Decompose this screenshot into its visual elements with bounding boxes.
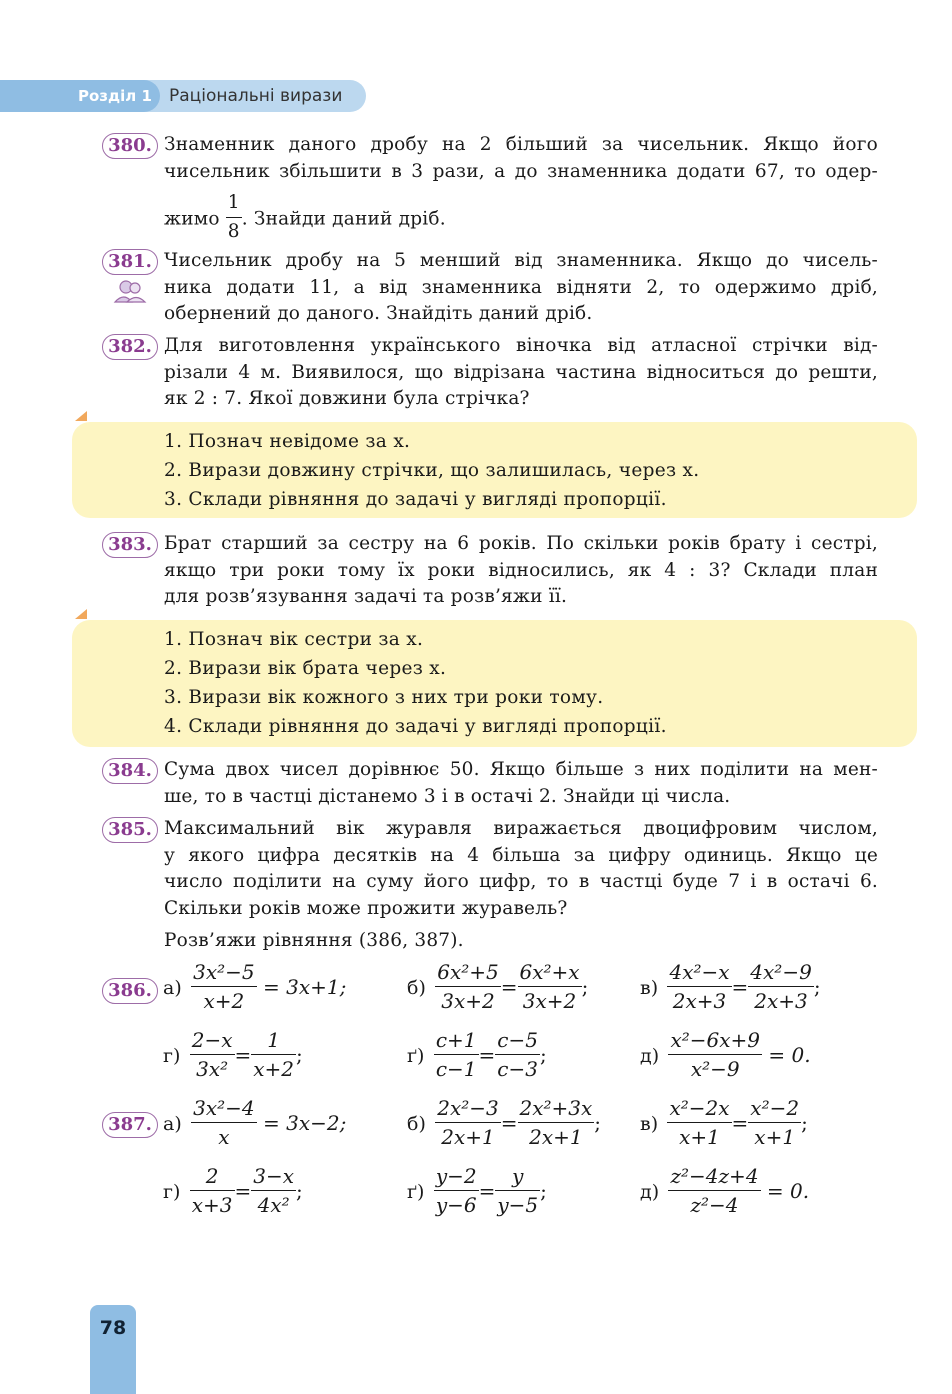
denominator: x bbox=[218, 1125, 230, 1149]
fraction bbox=[251, 1026, 296, 1083]
punctuation: ; bbox=[801, 1111, 808, 1135]
eq-387-a bbox=[163, 1096, 346, 1153]
denominator: x²−9 bbox=[690, 1057, 740, 1081]
fraction bbox=[251, 1162, 296, 1219]
text-line: Скільки років може прожити журавель? bbox=[164, 897, 568, 919]
section-tab bbox=[0, 80, 160, 112]
numerator: x²−2 bbox=[748, 1094, 801, 1123]
denominator: x+2 bbox=[253, 1057, 295, 1081]
numerator: 3x²−5 bbox=[191, 958, 257, 987]
denominator: 8 bbox=[227, 221, 240, 242]
text-line: обернений до даного. Знайдіть даний дріб. bbox=[164, 303, 593, 324]
problem-381-text bbox=[164, 248, 878, 328]
punctuation: ; bbox=[594, 1111, 602, 1135]
item-label: ґ) bbox=[407, 1045, 425, 1067]
equals-sign: = bbox=[500, 1111, 518, 1135]
fraction bbox=[668, 1162, 760, 1219]
numerator: y−2 bbox=[434, 1162, 479, 1191]
numerator: 6x²+5 bbox=[435, 958, 501, 987]
hint-item: 3. Вирази вік кожного з них три роки тому. bbox=[164, 687, 604, 708]
fraction bbox=[748, 958, 814, 1015]
numerator: 6x²+x bbox=[518, 958, 582, 987]
hint-box-383 bbox=[72, 620, 917, 747]
numerator: 2−x bbox=[190, 1026, 235, 1055]
equals-sign: = bbox=[478, 1043, 496, 1067]
group-work-icon bbox=[112, 278, 148, 304]
page-number-tab bbox=[90, 1305, 136, 1394]
fraction bbox=[668, 1026, 762, 1083]
fraction bbox=[518, 958, 582, 1015]
text-line: Для виготовлення українського віночка від атласної стрічки від- bbox=[164, 335, 878, 356]
denominator: x+1 bbox=[754, 1125, 796, 1149]
numerator: z²−4z+4 bbox=[668, 1162, 760, 1191]
fraction bbox=[667, 1094, 731, 1151]
punctuation: ; bbox=[813, 975, 821, 999]
text-line: ника додати 11, а від знаменника відняти 2, то одержимо дріб, bbox=[164, 276, 878, 298]
denominator: y−6 bbox=[435, 1193, 477, 1217]
item-label: ґ) bbox=[407, 1181, 425, 1203]
text-fragment: . Знайди даний дріб. bbox=[241, 208, 446, 230]
text-line: Розв’яжи рівняння (386, 387). bbox=[164, 930, 464, 951]
text-line: для розв’язування задачі та розв’яжи її. bbox=[164, 586, 568, 607]
numerator: c−5 bbox=[495, 1026, 540, 1055]
problem-385-text bbox=[164, 816, 878, 922]
problem-number-386: 386. bbox=[102, 978, 158, 1004]
right-side: = 0. bbox=[768, 1043, 811, 1067]
text-line: Максимальний вік журавля виражається двоцифровим числом, bbox=[164, 818, 878, 839]
item-label: г) bbox=[163, 1045, 181, 1067]
fraction bbox=[190, 1026, 235, 1083]
item-label: б) bbox=[407, 977, 426, 999]
fraction bbox=[435, 958, 501, 1015]
item-label: г) bbox=[163, 1181, 181, 1203]
hint-item: 1. Познач вік сестри за x. bbox=[164, 629, 424, 650]
problem-number-387: 387. bbox=[102, 1112, 158, 1138]
equals-sign: = bbox=[234, 1179, 252, 1203]
fraction bbox=[495, 1026, 540, 1083]
text-line: як 2 : 7. Якої довжини була стрічка? bbox=[164, 388, 530, 409]
denominator: c−3 bbox=[497, 1057, 538, 1081]
fraction bbox=[518, 1094, 595, 1151]
fraction bbox=[191, 1094, 257, 1151]
hint-item: 3. Склади рівняння до задачі у вигляді пропорції. bbox=[164, 489, 667, 510]
hint-item: 2. Вирази вік брата через x. bbox=[164, 658, 447, 679]
text-line: Знаменник даного дробу на 2 більший за чисельник. Якщо його bbox=[164, 134, 878, 155]
problem-383-text bbox=[164, 531, 878, 611]
numerator: x²−2x bbox=[667, 1094, 731, 1123]
hint-box-382 bbox=[72, 422, 917, 518]
fraction bbox=[434, 1162, 479, 1219]
text-line: чисельник збільшити в 3 рази, а до знаменника додати 67, то одер- bbox=[164, 160, 878, 182]
numerator: 2x²−3 bbox=[435, 1094, 501, 1123]
right-side: = 3x−2; bbox=[262, 1111, 347, 1135]
page-number: 78 bbox=[99, 1317, 127, 1339]
item-label: а) bbox=[163, 1113, 182, 1135]
eq-387-g bbox=[407, 1164, 547, 1221]
denominator: 2x+1 bbox=[529, 1125, 583, 1149]
denominator: c−1 bbox=[435, 1057, 477, 1081]
text-line: якщо три роки тому їх роки відносились, як 4 : 3? Склади план bbox=[164, 559, 878, 581]
text-line: Сума двох чисел дорівнює 50. Якщо більше з них поділити на мен- bbox=[164, 759, 878, 780]
punctuation: ; bbox=[540, 1179, 547, 1203]
problem-number-382: 382. bbox=[102, 334, 158, 360]
equals-sign: = bbox=[234, 1043, 252, 1067]
equals-sign: = bbox=[731, 1111, 749, 1135]
item-label: в) bbox=[640, 1113, 659, 1135]
problem-380-text bbox=[164, 132, 878, 248]
denominator: x+3 bbox=[191, 1193, 233, 1217]
problem-number-384: 384. bbox=[102, 758, 158, 784]
eq-387-v bbox=[640, 1096, 808, 1153]
denominator: 3x² bbox=[196, 1057, 229, 1081]
numerator: x²−6x+9 bbox=[668, 1026, 762, 1055]
problem-number-385: 385. bbox=[102, 817, 158, 843]
section-title: Раціональні вирази bbox=[169, 86, 343, 106]
text-fragment: жимо bbox=[164, 208, 220, 230]
right-side: = 0. bbox=[766, 1179, 810, 1203]
eq-387-h bbox=[163, 1164, 303, 1221]
fraction bbox=[435, 1094, 501, 1151]
denominator: 2x+3 bbox=[754, 989, 808, 1013]
fraction bbox=[667, 958, 731, 1015]
item-label: б) bbox=[407, 1113, 426, 1135]
eq-386-a bbox=[163, 960, 346, 1017]
hint-item: 1. Познач невідоме за x. bbox=[164, 431, 411, 452]
numerator: 2 bbox=[190, 1162, 235, 1191]
denominator: z²−4 bbox=[690, 1193, 739, 1217]
fraction bbox=[748, 1094, 801, 1151]
fraction bbox=[495, 1162, 540, 1219]
eq-387-b bbox=[407, 1096, 601, 1153]
numerator: y bbox=[495, 1162, 540, 1191]
eq-387-d bbox=[640, 1164, 809, 1221]
equals-sign: = bbox=[731, 975, 749, 999]
problem-384-text bbox=[164, 757, 878, 810]
denominator: y−5 bbox=[497, 1193, 539, 1217]
numerator: 1 bbox=[251, 1026, 296, 1055]
text-line: у якого цифра десятків на 4 більша за цифру одиниць. Якщо це bbox=[164, 844, 878, 866]
fraction bbox=[434, 1026, 479, 1083]
text-line: Чисельник дробу на 5 менший від знаменника. Якщо до чисель- bbox=[164, 250, 878, 271]
text-line: ше, то в частці дістанемо 3 і в остачі 2. Знайди ці числа. bbox=[164, 785, 731, 807]
problem-number-380: 380. bbox=[102, 133, 158, 159]
item-label: в) bbox=[640, 977, 659, 999]
numerator: 2x²+3x bbox=[518, 1094, 595, 1123]
eq-386-g bbox=[407, 1028, 547, 1085]
text-line: різали 4 м. Виявилося, що відрізана частина відноситься до решти, bbox=[164, 361, 878, 383]
fraction bbox=[226, 189, 242, 246]
eq-386-b bbox=[407, 960, 588, 1017]
hint-item: 2. Вирази довжину стрічки, що залишилась, через x. bbox=[164, 460, 700, 481]
numerator: 4x²−x bbox=[667, 958, 731, 987]
numerator: 3x²−4 bbox=[191, 1094, 257, 1123]
equals-sign: = bbox=[500, 975, 518, 999]
numerator: c+1 bbox=[434, 1026, 479, 1055]
denominator: x+1 bbox=[679, 1125, 720, 1149]
denominator: 2x+3 bbox=[672, 989, 727, 1013]
denominator: 3x+2 bbox=[522, 989, 577, 1013]
text-line: Брат старший за сестру на 6 років. По скільки років брату і сестрі, bbox=[164, 533, 878, 554]
denominator: 4x² bbox=[257, 1193, 290, 1217]
problem-number-381: 381. bbox=[102, 249, 158, 275]
punctuation: ; bbox=[581, 975, 589, 999]
item-label: а) bbox=[163, 977, 182, 999]
section-header bbox=[0, 80, 366, 112]
eq-386-h bbox=[163, 1028, 303, 1085]
eq-386-v bbox=[640, 960, 821, 1017]
punctuation: ; bbox=[539, 1043, 547, 1067]
hint-marker-icon bbox=[75, 609, 87, 619]
denominator: x+2 bbox=[203, 989, 245, 1013]
fraction bbox=[191, 958, 257, 1015]
problem-number-383: 383. bbox=[102, 532, 158, 558]
text-line: число поділити на суму його цифр, то в частці буде 7 і в остачі 6. bbox=[164, 871, 878, 892]
punctuation: ; bbox=[296, 1179, 303, 1203]
numerator: 3−x bbox=[251, 1162, 296, 1191]
solve-instruction bbox=[164, 928, 878, 955]
equals-sign: = bbox=[478, 1179, 496, 1203]
fraction bbox=[190, 1162, 235, 1219]
hint-marker-icon bbox=[75, 411, 87, 421]
item-label: д) bbox=[640, 1045, 660, 1067]
right-side: = 3x+1; bbox=[262, 975, 347, 999]
punctuation: ; bbox=[296, 1043, 303, 1067]
section-label: Розділ 1 bbox=[78, 87, 152, 105]
hint-item: 4. Склади рівняння до задачі у вигляді пропорції. bbox=[164, 716, 667, 737]
numerator: 1 bbox=[226, 189, 242, 218]
denominator: 2x+1 bbox=[441, 1125, 495, 1149]
eq-386-d bbox=[640, 1028, 811, 1085]
text-line bbox=[164, 191, 878, 248]
denominator: 3x+2 bbox=[441, 989, 495, 1013]
problem-382-text bbox=[164, 333, 878, 413]
numerator: 4x²−9 bbox=[748, 958, 814, 987]
item-label: д) bbox=[640, 1181, 660, 1203]
